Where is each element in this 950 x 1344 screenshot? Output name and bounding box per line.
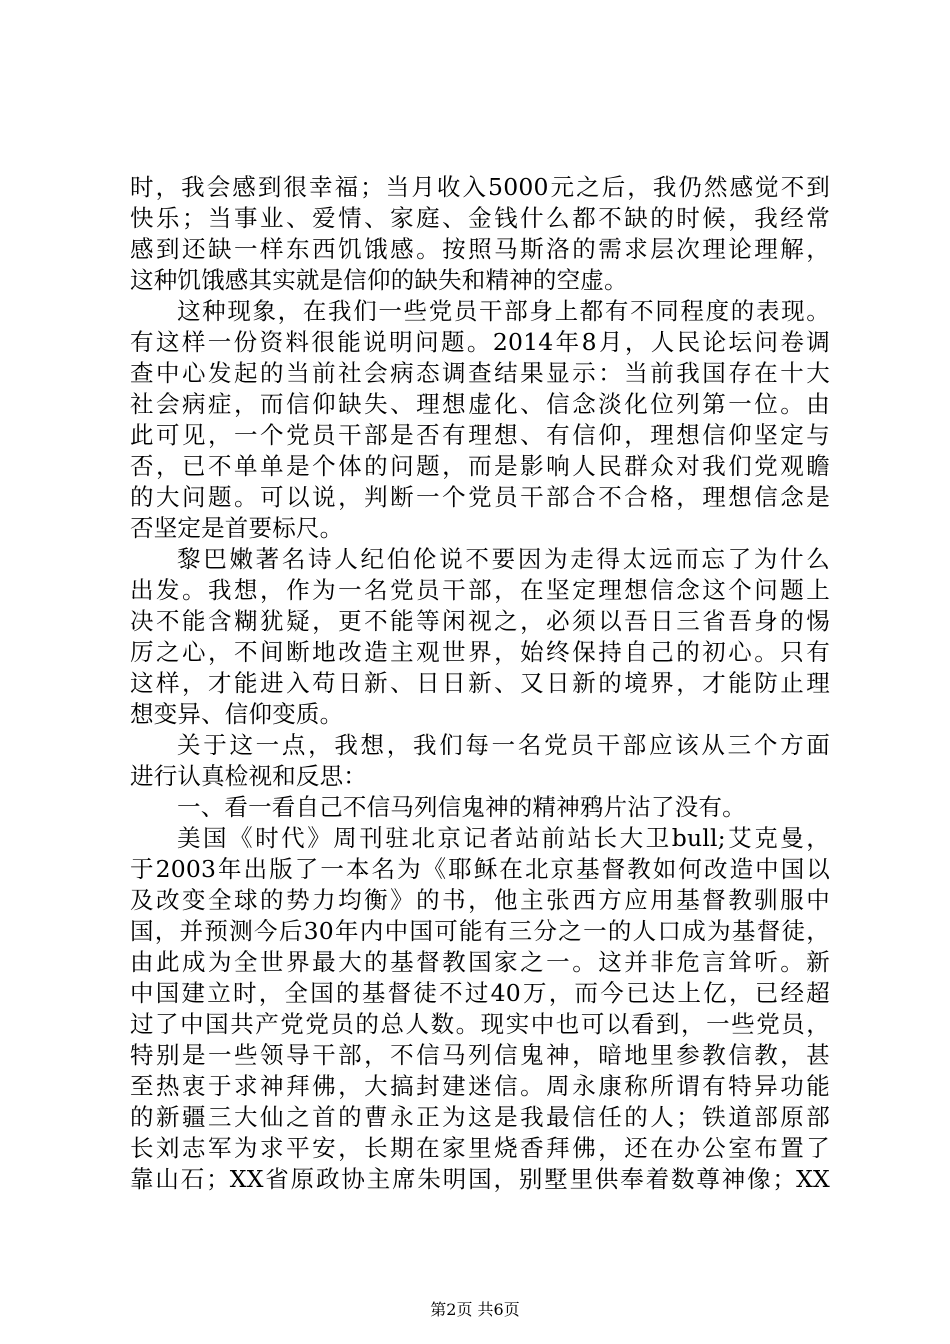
- text-line: 社会病症，而信仰缺失、理想虚化、信念淡化位列第一位。由: [130, 390, 830, 418]
- text-line: 快乐；当事业、爱情、家庭、金钱什么都不缺的时候，我经常: [130, 204, 830, 232]
- text-line: 进行认真检视和反思：: [130, 762, 367, 790]
- text-line: 时，我会感到很幸福；当月收入5000元之后，我仍然感觉不到: [130, 173, 830, 201]
- text-line: 国，并预测今后30年内中国可能有三分之一的人口成为基督徒，: [130, 917, 830, 945]
- text-line: 感到还缺一样东西饥饿感。按照马斯洛的需求层次理论理解，: [130, 235, 830, 263]
- text-line: 厉之心，不间断地改造主观世界，始终保持自己的初心。只有: [130, 638, 830, 666]
- text-line: 黎巴嫩著名诗人纪伯伦说不要因为走得太远而忘了为什么: [177, 545, 830, 573]
- text-line: 想变异、信仰变质。: [130, 700, 344, 728]
- text-line: 一、看一看自己不信马列信鬼神的精神鸦片沾了没有。: [177, 793, 746, 821]
- text-line: 靠山石；XX省原政协主席朱明国，别墅里供奉着数尊神像；XX: [130, 1165, 830, 1193]
- text-line: 查中心发起的当前社会病态调查结果显示：当前我国存在十大: [130, 359, 830, 387]
- text-line: 中国建立时，全国的基督徒不过40万，而今已达上亿，已经超: [130, 979, 830, 1007]
- text-line: 长刘志军为求平安，长期在家里烧香拜佛，还在办公室布置了: [130, 1134, 830, 1162]
- text-line: 出发。我想，作为一名党员干部，在坚定理想信念这个问题上: [130, 576, 830, 604]
- text-line: 至热衷于求神拜佛，大搞封建迷信。周永康称所谓有特异功能: [130, 1072, 830, 1100]
- text-line: 及改变全球的势力均衡》的书，他主张西方应用基督教驯服中: [130, 886, 830, 914]
- text-line: 美国《时代》周刊驻北京记者站前站长大卫bull;艾克曼，: [177, 824, 830, 852]
- text-line: 否坚定是首要标尺。: [130, 514, 344, 542]
- text-line: 于2003年出版了一本名为《耶稣在北京基督教如何改造中国以: [130, 855, 830, 883]
- text-line: 决不能含糊犹疑，更不能等闲视之，必须以吾日三省吾身的惕: [130, 607, 830, 635]
- text-line: 关于这一点，我想，我们每一名党员干部应该从三个方面: [177, 731, 830, 759]
- text-line: 过了中国共产党党员的总人数。现实中也可以看到，一些党员，: [130, 1010, 830, 1038]
- page-footer: 第2页 共6页: [430, 1300, 520, 1319]
- body-text: [130, 172, 830, 1195]
- text-line: 特别是一些领导干部，不信马列信鬼神，暗地里参教信教，甚: [130, 1041, 830, 1069]
- text-line: 这种现象，在我们一些党员干部身上都有不同程度的表现。: [177, 297, 830, 325]
- text-line: 有这样一份资料很能说明问题。2014年8月，人民论坛问卷调: [130, 328, 830, 356]
- text-line: 否，已不单单是个体的问题，而是影响人民群众对我们党观瞻: [130, 452, 830, 480]
- text-line: 此可见，一个党员干部是否有理想、有信仰，理想信仰坚定与: [130, 421, 830, 449]
- text-line: 的大问题。可以说，判断一个党员干部合不合格，理想信念是: [130, 483, 830, 511]
- text-line: 由此成为全世界最大的基督教国家之一。这并非危言耸听。新: [130, 948, 830, 976]
- text-line: 这种饥饿感其实就是信仰的缺失和精神的空虚。: [130, 266, 628, 294]
- text-line: 的新疆三大仙之首的曹永正为这是我最信任的人；铁道部原部: [130, 1103, 830, 1131]
- text-line: 这样，才能进入苟日新、日日新、又日新的境界，才能防止理: [130, 669, 830, 697]
